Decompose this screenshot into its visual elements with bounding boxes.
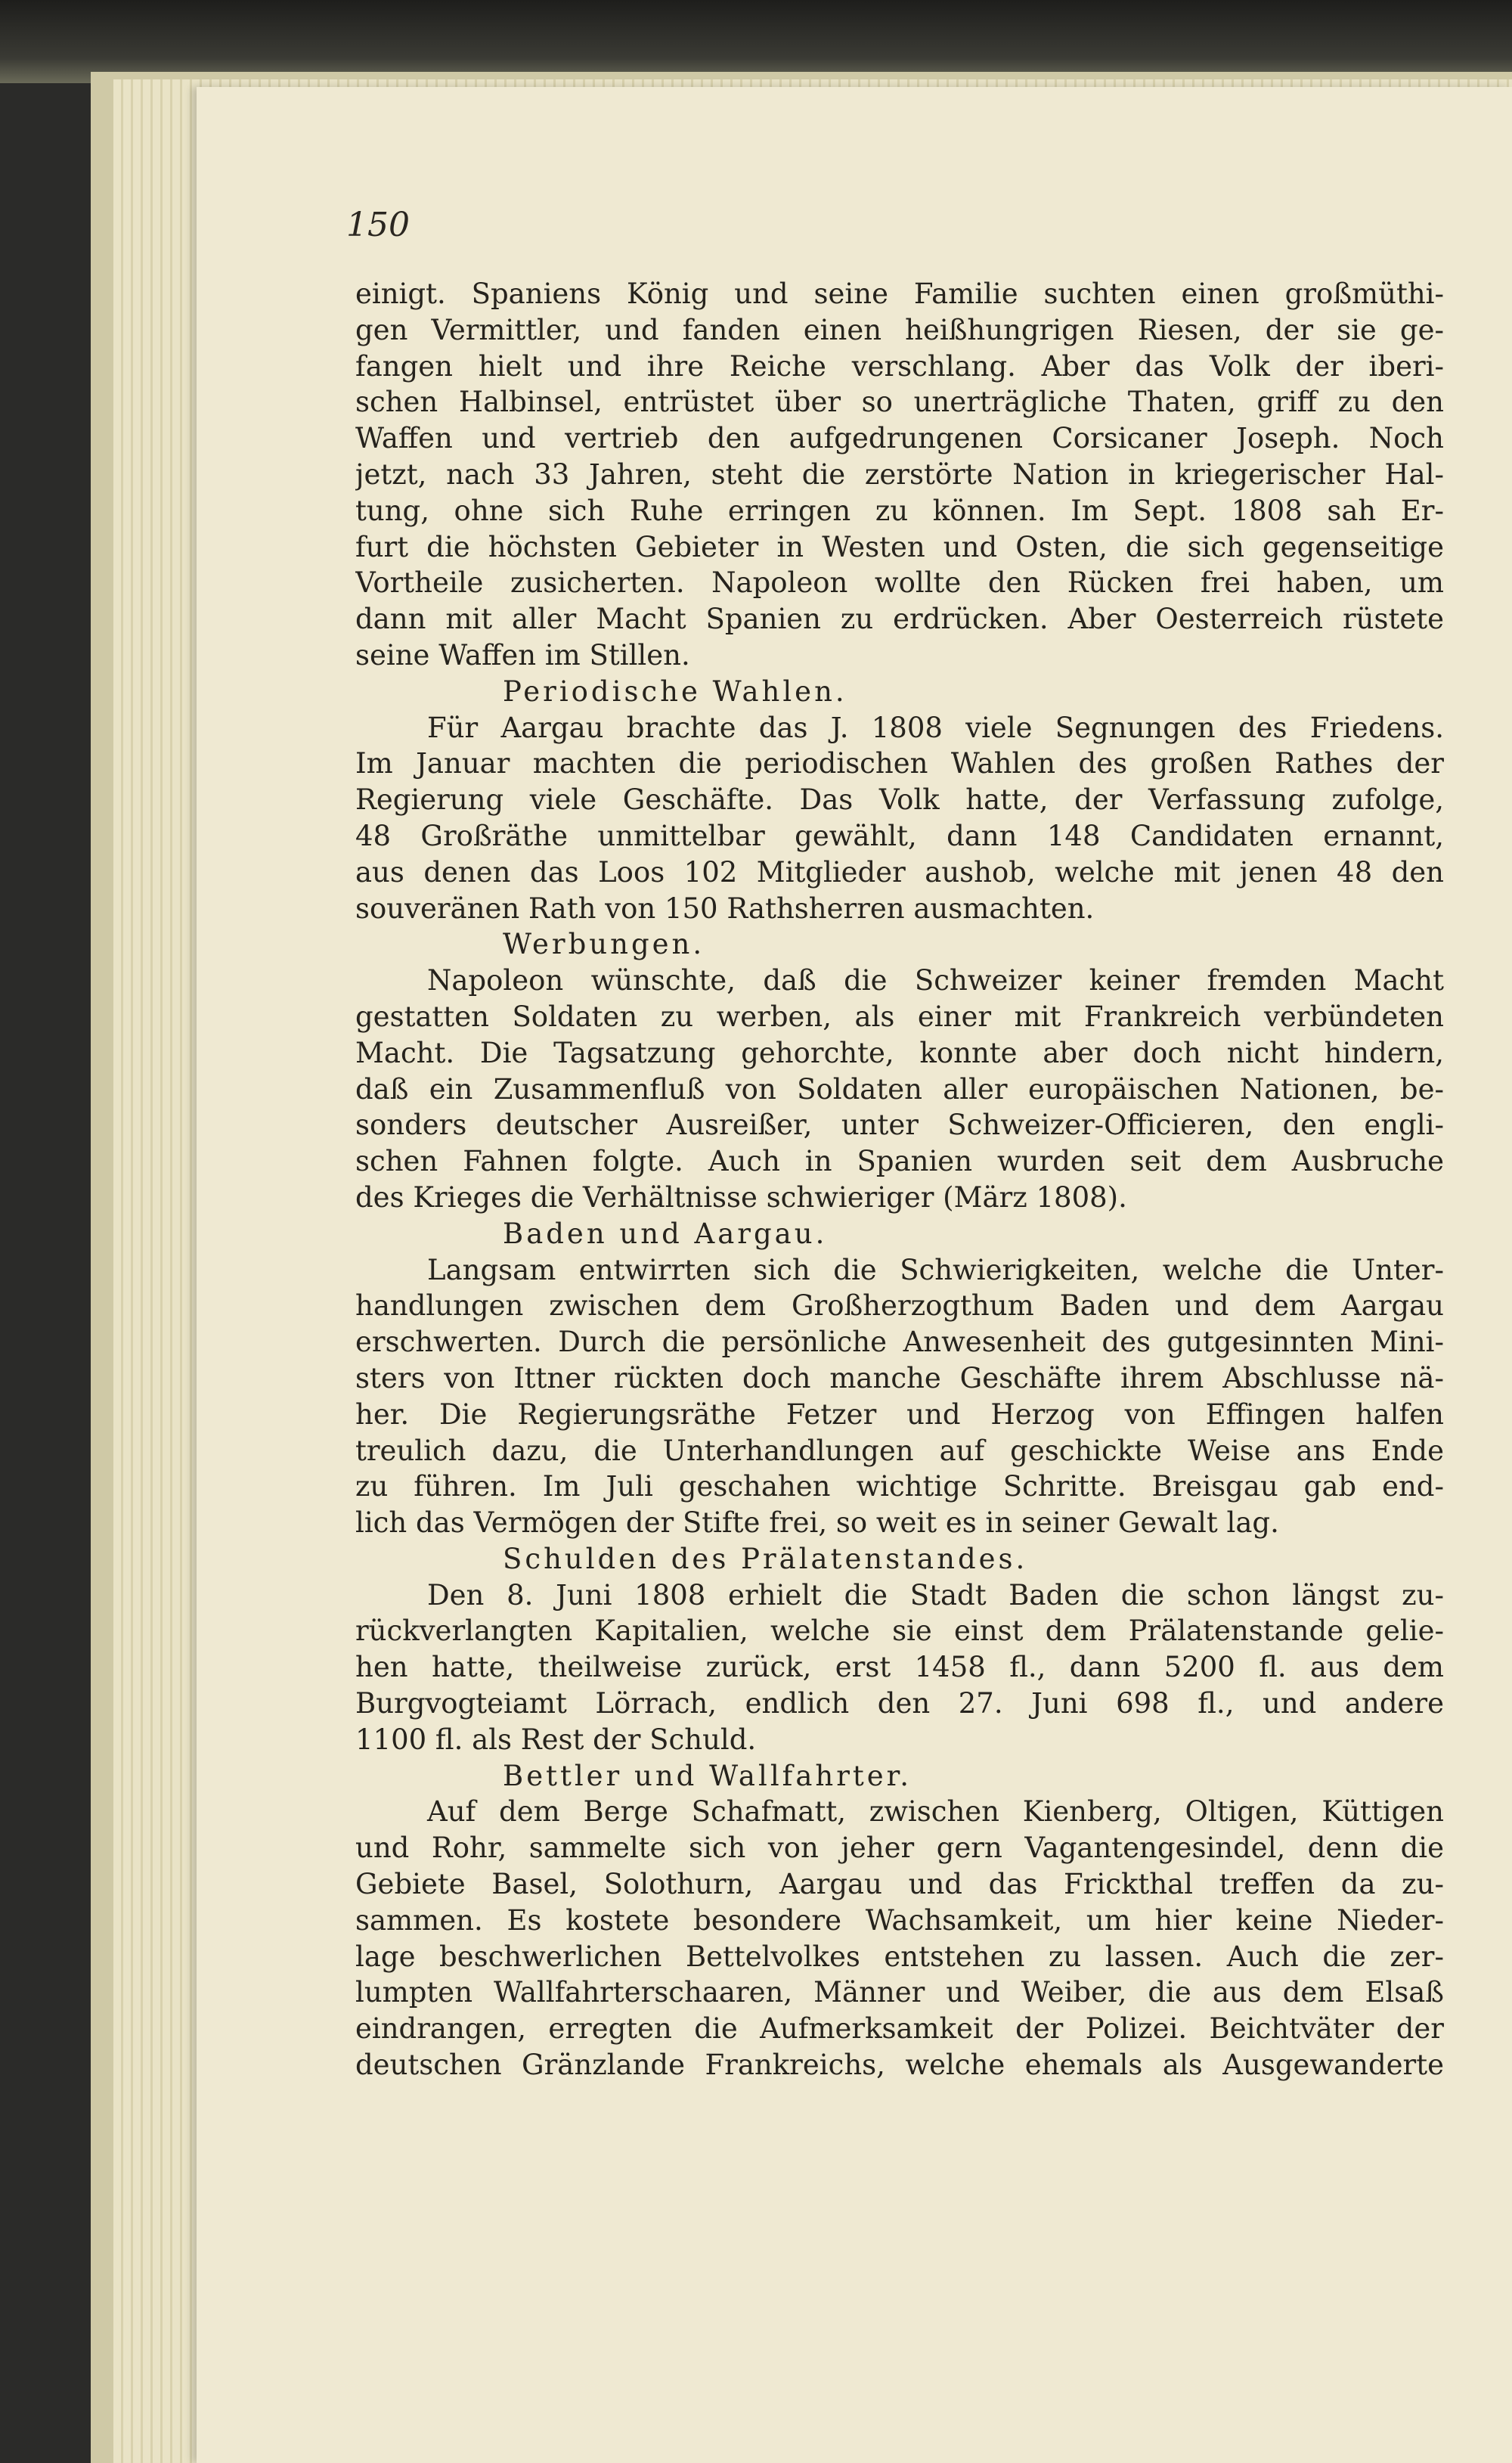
- text-line: Vortheile zusicherten. Napoleon wollte den Rücken frei haben, um: [355, 566, 1444, 600]
- page-number: 150: [346, 206, 410, 244]
- paragraph-5: [355, 1577, 1444, 1758]
- text-line: Im Januar machten die periodischen Wahlen des großen Rathes der: [355, 747, 1444, 780]
- text-line: lumpten Wallfahrterschaaren, Männer und Weiber, die aus dem Elsaß: [355, 1976, 1444, 2009]
- text-line: sonders deutscher Ausreißer, unter Schweizer-Officieren, den engli-: [355, 1109, 1444, 1142]
- text-line: Den 8. Juni 1808 erhielt die Stadt Baden die schon längst zu-: [427, 1578, 1444, 1611]
- section-heading-schulden-des-praelatenstandes: Schulden des Prälatenstandes.: [503, 1542, 1028, 1575]
- text-line: Waffen und vertrieb den aufgedrungenen Corsicaner Joseph. Noch: [355, 422, 1444, 455]
- text-line: fangen hielt und ihre Reiche verschlang. Aber das Volk der iberi-: [355, 349, 1444, 383]
- paragraph-6: [355, 1794, 1444, 2083]
- section-heading-baden-und-aargau: Baden und Aargau.: [503, 1217, 828, 1250]
- text-line: handlungen zwischen dem Großherzogthum Baden und dem Aargau: [355, 1289, 1444, 1323]
- text-line: gestatten Soldaten zu werben, als einer mit Frankreich verbündeten: [355, 1000, 1444, 1033]
- text-line: lage beschwerlichen Bettelvolkes entstehen zu lassen. Auch die zer-: [355, 1940, 1444, 1973]
- text-line: aus denen das Loos 102 Mitglieder aushob, welche mit jenen 48 den: [355, 855, 1444, 889]
- text-line: lich das Vermögen der Stifte frei, so weit es in seiner Gewalt lag.: [355, 1506, 1279, 1540]
- text-line: Auf dem Berge Schafmatt, zwischen Kienberg, Oltigen, Küttigen: [427, 1795, 1444, 1829]
- text-line: schen Fahnen folgte. Auch in Spanien wurden seit dem Ausbruche: [355, 1145, 1444, 1178]
- section-heading-bettler-und-wallfahrter: Bettler und Wallfahrter.: [503, 1759, 912, 1792]
- text-line: 48 Großräthe unmittelbar gewählt, dann 148 Candidaten ernannt,: [355, 819, 1444, 852]
- text-line: seine Waffen im Stillen.: [355, 638, 690, 672]
- text-block: [355, 276, 1444, 2083]
- text-line: 1100 fl. als Rest der Schuld.: [355, 1723, 757, 1756]
- paragraph-1: [355, 276, 1444, 674]
- text-line: treulich dazu, die Unterhandlungen auf geschickte Weise ans Ende: [355, 1434, 1444, 1467]
- paragraph-3: [355, 963, 1444, 1216]
- text-line: Für Aargau brachte das J. 1808 viele Segnungen des Friedens.: [427, 711, 1444, 744]
- text-line: sters von Ittner rückten doch manche Geschäfte ihrem Abschlusse nä-: [355, 1361, 1444, 1394]
- text-line: souveränen Rath von 150 Rathsherren ausmachten.: [355, 892, 1095, 925]
- text-line: deutschen Gränzlande Frankreichs, welche ehemals als Ausgewanderte: [355, 2049, 1444, 2082]
- paragraph-4: [355, 1252, 1444, 1541]
- text-line: tung, ohne sich Ruhe erringen zu können. Im Sept. 1808 sah Er-: [355, 494, 1444, 527]
- text-line: zu führen. Im Juli geschahen wichtige Schritte. Breisgau gab end-: [355, 1470, 1444, 1503]
- text-line: Gebiete Basel, Solothurn, Aargau und das Frickthal treffen da zu-: [355, 1868, 1444, 1901]
- text-line: Burgvogteiamt Lörrach, endlich den 27. Juni 698 fl., und andere: [355, 1687, 1444, 1720]
- text-line: Regierung viele Geschäfte. Das Volk hatte, der Verfassung zufolge,: [355, 783, 1444, 817]
- book-cover-top: [0, 0, 1512, 83]
- text-line: eindrangen, erregten die Aufmerksamkeit der Polizei. Beichtväter der: [355, 2012, 1444, 2046]
- text-line: erschwerten. Durch die persönliche Anwesenheit des gutgesinnten Mini-: [355, 1326, 1444, 1359]
- text-line: dann mit aller Macht Spanien zu erdrücken. Aber Oesterreich rüstete: [355, 603, 1444, 636]
- text-line: furt die höchsten Gebieter in Westen und Osten, die sich gegenseitige: [355, 530, 1444, 563]
- text-line: hen hatte, theilweise zurück, erst 1458 fl., dann 5200 fl. aus dem: [355, 1651, 1444, 1684]
- text-line: Napoleon wünschte, daß die Schweizer keiner fremden Macht: [427, 964, 1444, 997]
- text-line: des Krieges die Verhältnisse schwieriger (März 1808).: [355, 1180, 1127, 1214]
- text-line: rückverlangten Kapitalien, welche sie einst dem Prälatenstande gelie-: [355, 1615, 1444, 1648]
- text-line: daß ein Zusammenfluß von Soldaten aller europäischen Nationen, be-: [355, 1072, 1444, 1106]
- text-line: jetzt, nach 33 Jahren, steht die zerstörte Nation in kriegerischer Hal-: [355, 458, 1444, 491]
- section-heading-werbungen: Werbungen.: [503, 928, 705, 961]
- paragraph-2: [355, 710, 1444, 927]
- text-line: Langsam entwirrten sich die Schwierigkeiten, welche die Unter-: [427, 1253, 1444, 1286]
- text-line: her. Die Regierungsräthe Fetzer und Herzog von Effingen halfen: [355, 1397, 1444, 1431]
- text-line: schen Halbinsel, entrüstet über so unerträgliche Thaten, griff zu den: [355, 386, 1444, 419]
- text-line: gen Vermittler, und fanden einen heißhungrigen Riesen, der sie ge-: [355, 313, 1444, 346]
- text-line: Macht. Die Tagsatzung gehorchte, konnte aber doch nicht hindern,: [355, 1036, 1444, 1069]
- text-line: einigt. Spaniens König und seine Familie suchten einen großmüthi-: [355, 278, 1444, 310]
- text-line: und Rohr, sammelte sich von jeher gern Vagantengesindel, denn die: [355, 1832, 1444, 1865]
- text-line: sammen. Es kostete besondere Wachsamkeit, um hier keine Nieder-: [355, 1903, 1444, 1937]
- section-heading-periodische-wahlen: Periodische Wahlen.: [503, 675, 847, 708]
